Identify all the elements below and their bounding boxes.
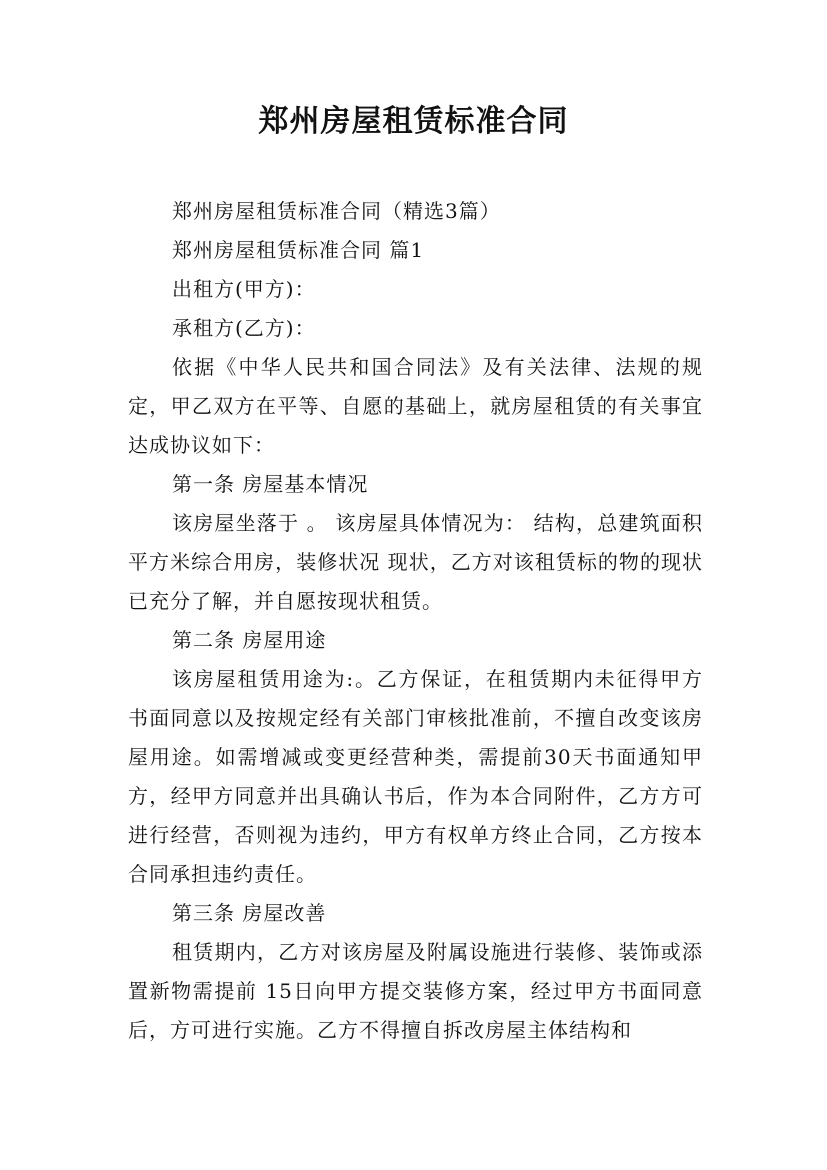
article-3-body: 租赁期内，乙方对该房屋及附属设施进行装修、装饰或添置新物需提前 15日向甲方提交装修方案，经过甲方书面同意后，方可进行实施。乙方不得擅自拆改房屋主体结构和 (128, 940, 703, 1042)
article-1-heading: 第一条 房屋基本情况 (172, 472, 369, 496)
section-heading-part-1: 郑州房屋租赁标准合同 篇1 (172, 238, 425, 262)
article-3-heading: 第三条 房屋改善 (172, 901, 327, 925)
lessor-line: 出租方(甲方)： (172, 277, 316, 301)
article-2-heading: 第二条 房屋用途 (172, 628, 327, 652)
document-title: 郑州房屋租赁标准合同 (258, 104, 569, 139)
document-body (128, 192, 703, 1050)
preamble-paragraph: 依据《中华人民共和国合同法》及有关法律、法规的规定，甲乙双方在平等、自愿的基础上，就房屋租赁的有关事宜达成协议如下： (128, 355, 703, 457)
article-2-body: 该房屋租赁用途为:。乙方保证，在租赁期内未征得甲方书面同意以及按规定经有关部门审核批准前，不擅自改变该房屋用途。如需增减或变更经营种类，需提前30天书面通知甲方，经甲方同意并出具确认书后，作为本合同附件，乙方方可进行经营，否则视为违约，甲方有权单方终止合同，乙方按本合同承担违约责任。 (128, 667, 703, 886)
article-1-body: 该房屋坐落于 。 该房屋具体情况为： 结构，总建筑面积 平方米综合用房，装修状况 现状，乙方对该租赁标的物的现状已充分了解，并自愿按现状租赁。 (128, 511, 703, 613)
subtitle-paragraph: 郑州房屋租赁标准合同（精选3篇） (172, 199, 501, 223)
lessee-line: 承租方(乙方)： (172, 316, 316, 340)
